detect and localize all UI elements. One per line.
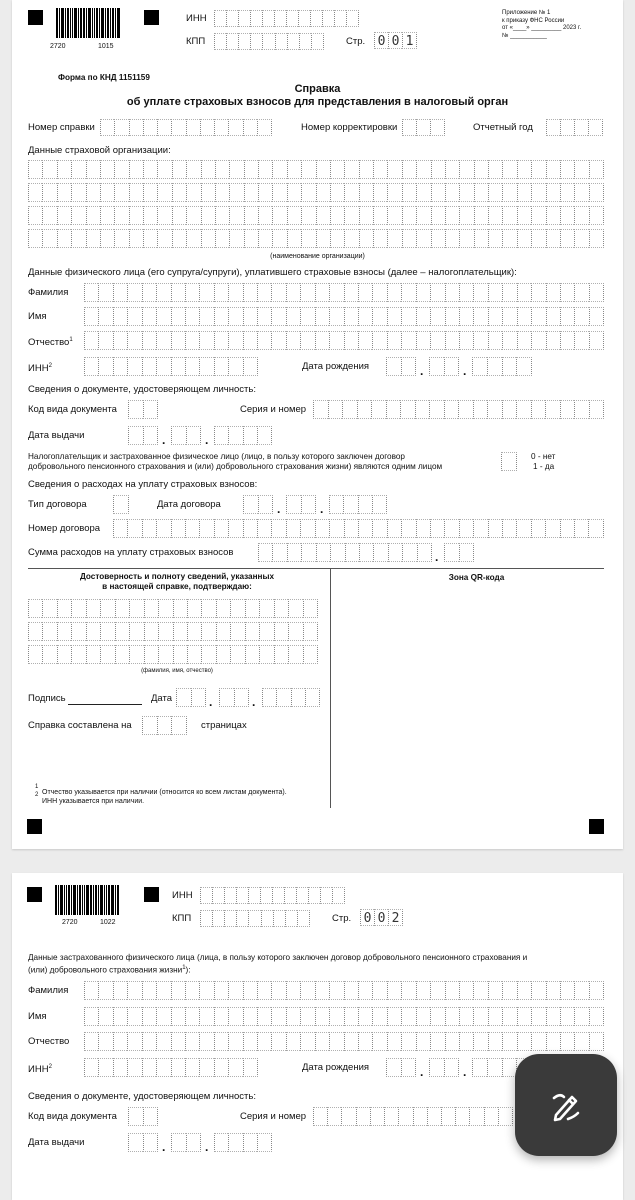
patronymic-field[interactable]: [84, 1032, 604, 1051]
page-digit: 0: [388, 32, 402, 49]
date-separator: .: [252, 695, 256, 709]
barcode-number-left: 2720: [62, 919, 78, 926]
signature-label: Подпись: [28, 693, 66, 704]
contract-day-field[interactable]: [243, 495, 273, 514]
pen-edit-icon: [544, 1083, 588, 1127]
insured-line: [28, 963, 527, 976]
page-digit: 0: [374, 909, 388, 926]
same-person-line: добровольного пенсионного страхования и (или) добровольного страхования жизни) являются одним лицом: [28, 462, 443, 471]
appendix-line: от «____» _________ 2023 г.: [502, 25, 582, 31]
expense-kopeks-field[interactable]: [444, 543, 474, 562]
form-subtitle: об уплате страховых взносов для представления в налоговый орган: [126, 96, 509, 108]
footnote-ref: 1: [182, 965, 186, 971]
surname-field[interactable]: [84, 981, 604, 1000]
date-label: Дата: [151, 693, 173, 704]
org-name-row[interactable]: [28, 206, 604, 225]
page-number: [360, 909, 403, 926]
pages-label: Справка составлена на: [28, 720, 132, 731]
page-digit: 0: [360, 909, 374, 926]
name-field[interactable]: [84, 307, 604, 326]
insured-label: [28, 953, 527, 976]
barcode: [56, 8, 121, 38]
insured-line-tail: ):: [185, 965, 191, 975]
correction-label: Номер корректировки: [301, 122, 398, 133]
birth-day-field[interactable]: [386, 1058, 416, 1077]
date-separator: .: [162, 433, 166, 447]
issue-year-field[interactable]: [214, 426, 272, 445]
inn2-label: [28, 361, 52, 374]
name-field[interactable]: [84, 1007, 604, 1026]
id-doc-label: Сведения о документе, удостоверяющем личность:: [28, 1091, 256, 1102]
confirm-line: в настоящей справке, подтверждаю:: [102, 582, 252, 591]
insurer-label: Данные страховой организации:: [28, 145, 171, 156]
id-doc-label: Сведения о документе, удостоверяющем личность:: [28, 384, 256, 395]
decimal-separator: .: [435, 550, 439, 564]
date-separator: .: [463, 364, 467, 378]
same-person-line: Налогоплательщик и застрахованное физическое лицо (лицо, в пользу которого заключен договор: [28, 452, 405, 461]
org-name-row[interactable]: [28, 160, 604, 179]
column-divider: [330, 568, 331, 808]
inn-label: ИНН: [172, 890, 193, 901]
option-yes: 1 - да: [533, 462, 555, 471]
issue-date-label: Дата выдачи: [28, 1137, 85, 1148]
doc-type-label: Код вида документа: [28, 404, 117, 415]
patronymic-label: [28, 335, 73, 348]
patronymic-field[interactable]: [84, 331, 604, 350]
qr-zone-label: Зона QR-кода: [448, 573, 505, 582]
issue-month-field[interactable]: [171, 426, 201, 445]
surname-label: Фамилия: [28, 985, 69, 996]
edit-fab-button[interactable]: [515, 1054, 617, 1156]
footnotes: [42, 788, 287, 806]
birth-day-field[interactable]: [386, 357, 416, 376]
correction-field[interactable]: [402, 119, 445, 136]
fio-caption: (фамилия, имя, отчество): [141, 668, 213, 674]
org-name-caption: (наименование организации): [270, 253, 365, 260]
page-digit: 1: [402, 32, 417, 49]
confirm-heading: [28, 572, 326, 592]
barcode: [55, 885, 120, 915]
pages-count-field[interactable]: [142, 716, 187, 735]
date-separator: .: [205, 433, 209, 447]
page-digit: 2: [388, 909, 403, 926]
signature-line[interactable]: [68, 704, 142, 705]
form-code: Форма по КНД 1151159: [58, 73, 150, 82]
appendix-note: [502, 10, 581, 40]
date-separator: .: [277, 502, 281, 516]
inn2-field[interactable]: [84, 357, 258, 376]
footnote-2: ИНН указывается при наличии.: [42, 798, 145, 805]
doc-type-label: Код вида документа: [28, 1111, 117, 1122]
same-person-label: [28, 452, 442, 472]
taxpayer-label: Данные физического лица (его супруга/супруги), уплатившего страховые взносы (далее – налогоплательщик):: [28, 267, 517, 278]
inn2-label: [28, 1062, 52, 1075]
cert-number-field[interactable]: [100, 119, 272, 136]
expense-sum-field[interactable]: [258, 543, 432, 562]
page-label: Стр.: [332, 913, 352, 924]
footnote-number: 1: [35, 784, 39, 790]
corner-marker-top-left: [28, 10, 43, 25]
kpp-label: КПП: [172, 913, 192, 924]
footnote-1: Отчество указывается при наличии (относится ко всем листам документа).: [42, 789, 287, 796]
year-field[interactable]: [546, 119, 603, 136]
date-separator: .: [162, 1140, 166, 1154]
patronymic-label: Отчество: [28, 1036, 70, 1047]
patronymic-label-text: Отчество: [28, 337, 70, 349]
kpp-field[interactable]: [200, 910, 310, 927]
option-no: 0 - нет: [531, 452, 556, 461]
form-page-1: [12, 0, 623, 849]
surname-label: Фамилия: [28, 287, 69, 298]
date-separator: .: [420, 1065, 424, 1079]
footnote-number: 2: [35, 791, 39, 798]
org-name-row[interactable]: [28, 229, 604, 248]
expense-sum-label: Сумма расходов на уплату страховых взносов: [28, 547, 234, 558]
org-name-row[interactable]: [28, 183, 604, 202]
corner-marker-top-right: [144, 10, 159, 25]
page-label: Стр.: [346, 36, 366, 47]
footnote-ref: 2: [48, 363, 52, 369]
series-label: Серия и номер: [240, 404, 307, 415]
series-field[interactable]: [313, 1107, 513, 1126]
barcode-number-right: 1022: [100, 919, 116, 926]
corner-marker-top-right: [144, 887, 159, 902]
birth-month-field[interactable]: [429, 357, 459, 376]
surname-field[interactable]: [84, 283, 604, 302]
pages-suffix: страницах: [201, 720, 247, 731]
barcode-number-left: 2720: [50, 43, 66, 50]
cert-number-label: Номер справки: [28, 122, 95, 133]
contract-date-label: Дата договора: [157, 499, 221, 510]
birth-year-field[interactable]: [472, 357, 532, 376]
issue-date-label: Дата выдачи: [28, 430, 85, 441]
appendix-line: Приложение № 1: [502, 10, 551, 16]
fio-row[interactable]: [28, 645, 318, 664]
kpp-label: КПП: [186, 36, 206, 47]
kpp-field[interactable]: [214, 33, 324, 50]
inn-field[interactable]: [200, 887, 345, 904]
birth-month-field[interactable]: [429, 1058, 459, 1077]
expenses-label: Сведения о расходах на уплату страховых взносов:: [28, 479, 258, 490]
confirm-line: Достоверность и полноту сведений, указанных: [79, 572, 275, 581]
year-label: Отчетный год: [473, 122, 533, 133]
contract-type-field[interactable]: [113, 495, 129, 514]
section-divider: [28, 568, 604, 569]
doc-type-field[interactable]: [128, 400, 158, 419]
series-label: Серия и номер: [240, 1111, 307, 1122]
birth-label: Дата рождения: [302, 361, 370, 372]
issue-day-field[interactable]: [128, 1133, 158, 1152]
form-title: Справка: [294, 83, 341, 95]
issue-month-field[interactable]: [171, 1133, 201, 1152]
inn-label: ИНН: [186, 13, 207, 24]
corner-marker-top-left: [27, 887, 42, 902]
date-separator: .: [420, 364, 424, 378]
contract-number-label: Номер договора: [28, 523, 101, 534]
insured-line: Данные застрахованного физического лица (лица, в пользу которого заключен договор добровольного пенсионного страхования и: [28, 953, 528, 962]
contract-type-label: Тип договора: [28, 499, 87, 510]
footnote-numbers: [35, 784, 38, 799]
same-person-field[interactable]: [501, 452, 517, 471]
inn2-label-text: ИНН: [28, 1064, 49, 1076]
contract-year-field[interactable]: [329, 495, 387, 514]
contract-number-field[interactable]: [113, 519, 604, 538]
page-number: [374, 32, 417, 49]
inn2-field[interactable]: [84, 1058, 258, 1077]
corner-marker-bottom-left: [27, 819, 42, 834]
date-separator: .: [205, 1140, 209, 1154]
inn2-label-text: ИНН: [28, 363, 49, 375]
sign-day-field[interactable]: [176, 688, 206, 707]
fio-row[interactable]: [28, 622, 318, 641]
doc-type-field[interactable]: [128, 1107, 158, 1126]
footnote-ref: 2: [48, 1064, 52, 1070]
footnote-ref: 1: [69, 337, 73, 343]
barcode-number-right: 1015: [98, 43, 114, 50]
contract-month-field[interactable]: [286, 495, 316, 514]
inn-field[interactable]: [214, 10, 359, 27]
issue-year-field[interactable]: [214, 1133, 272, 1152]
corner-marker-bottom-right: [589, 819, 604, 834]
date-separator: .: [320, 502, 324, 516]
birth-label: Дата рождения: [302, 1062, 370, 1073]
date-separator: .: [463, 1065, 467, 1079]
series-field[interactable]: [313, 400, 604, 419]
issue-day-field[interactable]: [128, 426, 158, 445]
sign-month-field[interactable]: [219, 688, 249, 707]
name-label: Имя: [28, 311, 47, 322]
appendix-line: № ___________: [502, 32, 547, 39]
sign-year-field[interactable]: [262, 688, 320, 707]
fio-row[interactable]: [28, 599, 318, 618]
appendix-line: к приказу ФНС России: [502, 17, 565, 24]
name-label: Имя: [28, 1011, 47, 1022]
insured-line-text: (или) добровольного страхования жизни: [28, 965, 183, 975]
date-separator: .: [209, 695, 213, 709]
page-digit: 0: [374, 32, 388, 49]
